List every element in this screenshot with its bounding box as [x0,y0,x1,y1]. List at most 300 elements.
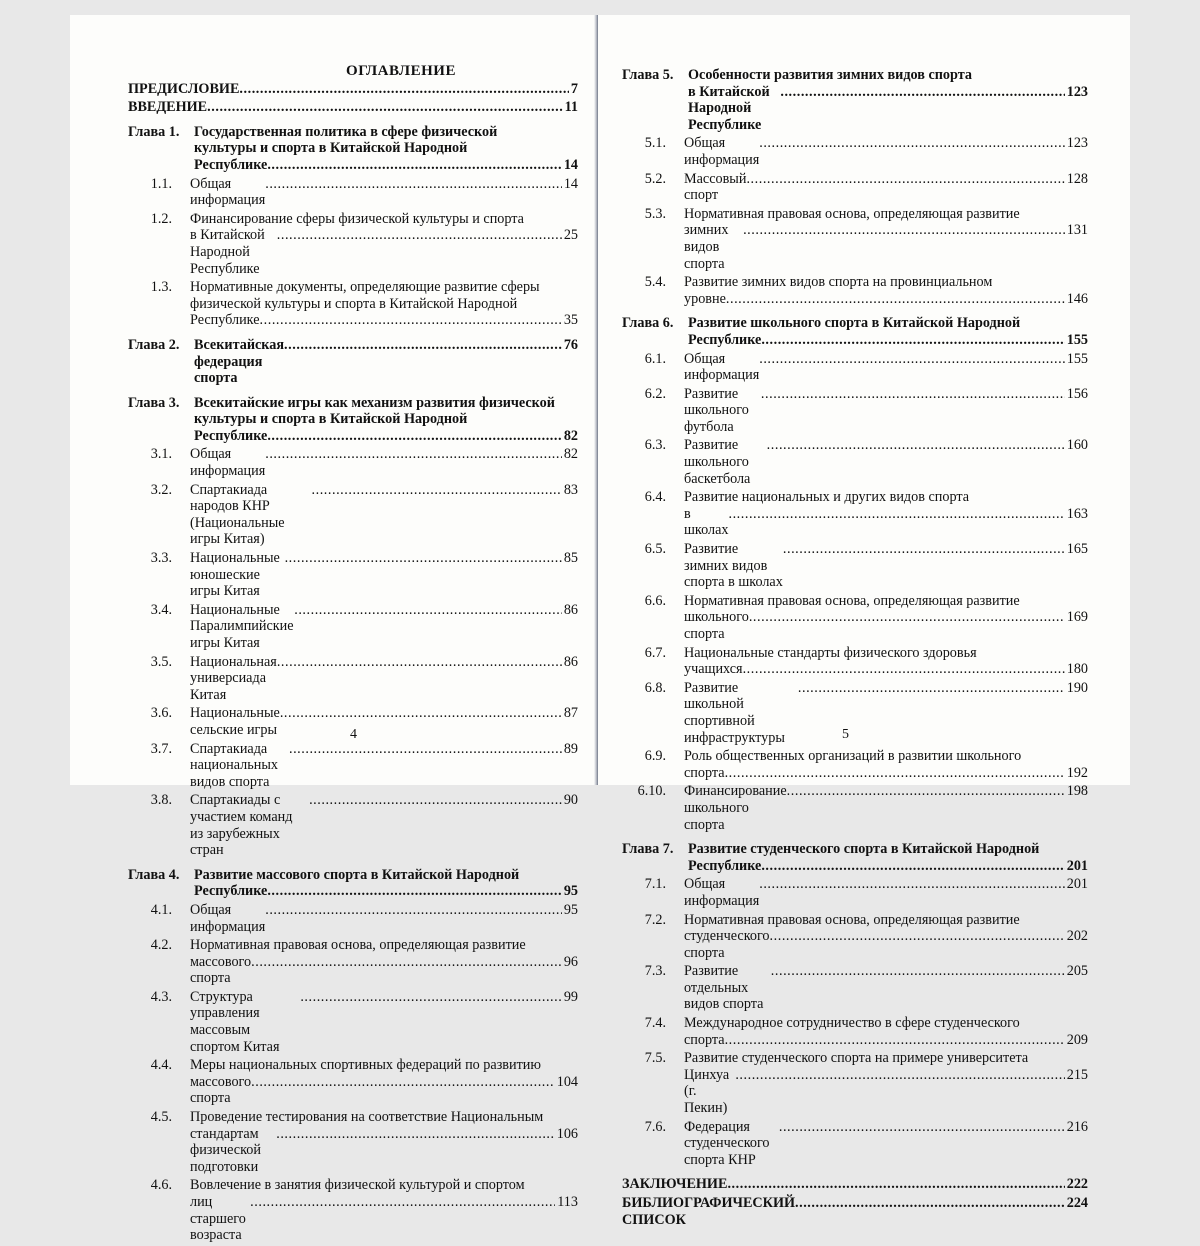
entry-line [684,506,1088,539]
section-entry-number: 4.3. [150,988,172,1005]
section-entry-text [684,1015,1088,1048]
entry-title-text: культуры и спорта в Китайской Народной [194,140,468,157]
entry-title-text: Меры национальных спортивных федераций по развитию [190,1057,541,1074]
entry-line [684,222,1088,272]
section-entry-number: 3.1. [150,446,172,463]
entry-title-text: Спартакиады с участием команд из зарубежных стран [190,792,293,859]
section-entry-text [190,741,578,791]
entry-page-number: 163 [1066,505,1088,522]
section-entry [128,902,578,935]
section-entry-number: 4.5. [150,1109,172,1126]
entry-line [684,541,1088,591]
entry-title-text: Республике [194,883,268,900]
entry-line [190,705,578,738]
dot-leader [746,171,1064,188]
entry-line [194,428,578,445]
section-entry-number: 6.10. [637,783,666,800]
section-entry [622,963,1088,1013]
entry-title-text: Развитие зимних видов спорта на провинциальном [684,274,993,291]
section-entry-text [684,876,1088,909]
section-entry-text [684,1119,1088,1169]
section-entry-text [190,989,578,1055]
chapter-entry-text [194,867,578,900]
section-entry-number: 3.4. [150,601,172,618]
dot-leader [761,858,1064,875]
section-entry-text [684,748,1088,781]
entry-title-text: Развитие зимних видов спорта в школах [684,541,783,591]
section-entry-text [684,645,1088,678]
dot-leader [239,81,568,98]
back-matter-entry [622,1195,1088,1228]
entry-line [128,99,578,116]
dot-leader [284,337,562,354]
section-entry-text [190,446,578,479]
entry-line [190,312,578,329]
dot-leader [795,1195,1065,1212]
section-entry-number: 7.4. [644,1015,666,1032]
section-entry-text [190,602,578,652]
chapter-entry-number: Глава 4. [128,866,180,883]
section-entry [622,541,1088,591]
entry-title-text: Общая информация [190,901,266,935]
dot-leader [779,1119,1065,1136]
dot-leader [787,783,1065,800]
entry-line [688,332,1088,349]
section-entry-text [190,1057,578,1107]
entry-line [684,386,1088,436]
entry-title-text: в Китайской Народной Республике [190,227,265,277]
section-entry-text [190,211,578,277]
entry-page-number: 202 [1066,928,1088,945]
section-entry-text [684,1050,1088,1116]
entry-page-number: 7 [570,80,578,97]
entry-line [190,989,578,1055]
table-of-contents-right [622,67,1088,1230]
entry-page-number: 35 [563,312,578,329]
chapter-entry [128,124,578,174]
section-entry-number: 5.4. [644,274,666,291]
dot-leader [727,1176,1064,1193]
dot-leader [250,1194,555,1211]
entry-page-number: 128 [1066,170,1088,187]
entry-line [190,227,578,277]
dot-leader [735,1067,1064,1084]
section-entry-number: 6.5. [644,541,666,558]
chapter-entry-text [194,395,578,445]
section-entry-text [684,274,1088,307]
entry-page-number: 86 [563,653,578,670]
entry-title-text: Развитие школьной спортивной инфраструктуры [684,679,785,746]
entry-line [684,1015,1088,1032]
section-entry-number: 4.6. [150,1177,172,1194]
section-entry-number: 7.1. [644,876,666,893]
chapter-entry [128,337,578,387]
section-entry-text [684,489,1088,539]
front-matter-entry [128,99,578,116]
entry-line [190,296,578,313]
section-entry-text [684,680,1088,746]
entry-line [684,1119,1088,1169]
entry-line [622,1176,1088,1193]
entry-page-number: 25 [563,227,578,244]
section-entry-number: 4.2. [150,937,172,954]
section-entry [128,550,578,600]
entry-line [684,171,1088,204]
entry-line [684,645,1088,662]
entry-title-text: физической культуры и спорта в Китайской Народной [190,295,518,312]
entry-title-text: Всекитайская федерация спорта [194,336,285,387]
entry-title-text: Республике [688,331,762,348]
entry-line [190,482,578,548]
section-entry [128,937,578,987]
section-entry-text [190,902,578,935]
entry-title-text: Спартакиада национальных видов спорта [190,740,278,790]
section-entry-text [684,437,1088,487]
entry-page-number: 165 [1066,541,1088,558]
section-entry-text [684,783,1088,833]
dot-leader [267,157,561,174]
section-entry-text [190,654,578,704]
dot-leader [265,446,562,463]
page-number-right: 5 [842,727,849,742]
section-entry-text [190,279,578,329]
chapter-entry-number: Глава 2. [128,336,180,353]
section-entry [622,206,1088,272]
entry-title-text: Проведение тестирования на соответствие Национальным [190,1109,544,1126]
section-entry [622,912,1088,962]
entry-line [190,1194,578,1244]
entry-line [684,963,1088,1013]
section-entry [128,1109,578,1175]
entry-page-number: 180 [1066,661,1088,678]
entry-page-number: 96 [563,953,578,970]
section-entry-number: 7.6. [644,1118,666,1135]
section-entry [128,792,578,858]
front-matter-entry-text [128,99,578,116]
entry-line [190,550,578,600]
entry-title-text: студенческого спорта [684,928,770,961]
entry-title-text: ВВЕДЕНИЕ [128,99,208,116]
dot-leader [761,332,1064,349]
entry-title-text: БИБЛИОГРАФИЧЕСКИЙ СПИСОК [622,1195,796,1228]
entry-line [684,748,1088,765]
entry-title-text: зимних видов спорта [684,222,729,272]
dot-leader [759,876,1064,893]
entry-title-text: учащихся [684,661,743,678]
entry-line [684,437,1088,487]
entry-line [684,783,1088,833]
entry-line [190,792,578,858]
section-entry-number: 1.1. [150,175,172,192]
section-entry [622,783,1088,833]
entry-title-text: Общая информация [190,175,266,209]
entry-line [190,1057,578,1074]
dot-leader [798,680,1065,697]
table-of-contents-left [128,63,578,1246]
dot-leader [743,661,1065,678]
entry-line [194,867,578,884]
section-entry-number: 4.1. [150,901,172,918]
dot-leader [725,1032,1065,1049]
dot-leader [759,351,1064,368]
entry-page-number: 146 [1066,290,1088,307]
chapter-entry-number: Глава 6. [622,315,674,332]
entry-title-text: Структура управления массовым спортом Китая [190,988,280,1055]
entry-title-text: в школах [684,505,729,539]
chapter-entry-text [688,315,1088,348]
chapter-entry-text [688,841,1088,874]
section-entry [128,176,578,209]
entry-line [684,661,1088,678]
chapter-entry-number: Глава 7. [622,841,674,858]
entry-line [684,912,1088,929]
entry-title-text: Развитие школьного футбола [684,385,749,435]
entry-line [194,337,578,387]
entry-page-number: 155 [1066,350,1088,367]
entry-page-number: 169 [1066,609,1088,626]
entry-line [190,602,578,652]
chapter-entry-text [194,337,578,387]
entry-page-number: 160 [1066,437,1088,454]
section-entry [622,1050,1088,1116]
section-entry-text [190,550,578,600]
entry-line [190,211,578,228]
entry-line [684,1067,1088,1117]
entry-line [684,206,1088,223]
section-entry [128,602,578,652]
entry-line [190,1126,578,1176]
entry-line [190,902,578,935]
entry-line [128,81,578,98]
entry-line [194,140,578,157]
entry-page-number: 205 [1066,963,1088,980]
dot-leader [767,437,1065,454]
section-entry-number: 6.4. [644,489,666,506]
dot-leader [726,291,1065,308]
entry-page-number: 11 [564,99,578,116]
entry-title-text: Спартакиада народов КНР (Национальные игры Китая) [190,481,285,548]
toc-title: ОГЛАВЛЕНИЕ [346,63,456,79]
entry-line [622,1195,1088,1228]
entry-title-text: школьного спорта [684,609,749,642]
section-entry [128,654,578,704]
back-matter-entry-text [622,1176,1088,1193]
section-entry [128,446,578,479]
section-entry-number: 3.3. [150,550,172,567]
dot-leader [285,550,562,567]
front-matter-entry-text [128,81,578,98]
section-entry [622,645,1088,678]
entry-title-text: Нормативная правовая основа, определяющая развитие [190,937,526,954]
section-entry [622,748,1088,781]
chapter-entry-number: Глава 3. [128,394,180,411]
entry-title-text: Национальные юношеские игры Китая [190,550,280,600]
dot-leader [276,1126,555,1143]
chapter-entry-text [194,124,578,174]
dot-leader [277,227,562,244]
entry-title-text: Развитие школьного баскетбола [684,437,751,487]
dot-leader [728,506,1064,523]
dot-leader [207,99,562,116]
dot-leader [267,428,561,445]
section-entry [622,680,1088,746]
entry-title-text: Общая информация [684,876,760,909]
entry-page-number: 198 [1066,783,1088,800]
section-entry-number: 6.2. [644,385,666,402]
entry-title-text: Массовый спорт [684,170,747,204]
entry-title-text: массового спорта [190,953,252,987]
entry-title-text: спорта [684,764,725,781]
section-entry [128,741,578,791]
entry-title-text: Развитие школьного спорта в Китайской Народной [688,315,1021,332]
section-entry-number: 3.8. [150,792,172,809]
dot-leader [265,902,562,919]
entry-title-text: спорта [684,1031,725,1048]
entry-title-text: культуры и спорта в Китайской Народной [194,411,468,428]
entry-line [688,67,1088,84]
chapter-entry [622,67,1088,133]
section-entry-text [190,705,578,738]
entry-line [194,883,578,900]
section-entry-number: 7.2. [644,911,666,928]
entry-title-text: Нормативная правовая основа, определяющая развитие [684,205,1020,222]
dot-leader [761,386,1065,403]
chapter-entry [622,841,1088,874]
entry-page-number: 76 [563,336,578,353]
dot-leader [780,84,1064,101]
entry-title-text: лиц старшего возраста [190,1194,246,1244]
entry-page-number: 82 [563,446,578,463]
right-page [598,15,1130,1228]
entry-line [684,593,1088,610]
entry-title-text: Развитие студенческого спорта на примере университета [684,1050,1029,1067]
entry-title-text: Международное сотрудничество в сфере студенческого [684,1015,1020,1032]
entry-title-text: Всекитайские игры как механизм развития физической [194,394,555,411]
dot-leader [749,609,1065,626]
entry-title-text: Национальная универсиада Китая [190,653,277,703]
dot-leader [260,312,562,329]
dot-leader [267,883,561,900]
entry-page-number: 83 [563,481,578,498]
dot-leader [280,705,562,722]
entry-title-text: ПРЕДИСЛОВИЕ [128,80,240,97]
dot-leader [759,135,1064,152]
entry-title-text: Общая информация [684,135,760,168]
entry-title-text: уровне [684,290,726,307]
section-entry [622,876,1088,909]
entry-line [684,680,1088,746]
section-entry [128,211,578,277]
entry-page-number: 87 [563,705,578,722]
entry-line [190,954,578,987]
section-entry-text [684,171,1088,204]
section-entry [622,171,1088,204]
entry-line [688,84,1088,134]
entry-page-number: 123 [1066,83,1088,100]
section-entry-number: 6.3. [644,437,666,454]
entry-line [190,937,578,954]
entry-page-number: 104 [556,1073,578,1090]
entry-line [194,124,578,141]
entry-page-number: 156 [1066,385,1088,402]
entry-page-number: 95 [563,901,578,918]
chapter-entry-number: Глава 5. [622,67,674,83]
section-entry-text [190,176,578,209]
entry-title-text: Цинхуа (г. Пекин) [684,1066,730,1117]
section-entry-text [684,541,1088,591]
entry-page-number: 89 [563,740,578,757]
section-entry [622,489,1088,539]
entry-page-number: 123 [1066,135,1088,152]
entry-line [190,1074,578,1107]
entry-line [684,135,1088,168]
section-entry-text [684,206,1088,272]
entry-page-number: 82 [563,427,578,444]
section-entry [622,593,1088,643]
entry-line [190,176,578,209]
section-entry-number: 7.3. [644,963,666,980]
dot-leader [312,482,562,499]
entry-page-number: 192 [1066,764,1088,781]
dot-leader [771,963,1065,980]
dot-leader [743,222,1065,239]
entry-line [194,411,578,428]
section-entry [622,437,1088,487]
entry-page-number: 14 [563,156,578,173]
entry-line [194,157,578,174]
entry-title-text: Нормативная правовая основа, определяющая развитие [684,592,1020,609]
entry-title-text: Нормативные документы, определяющие развитие сферы [190,279,540,296]
entry-line [684,489,1088,506]
section-entry-text [684,351,1088,384]
entry-line [684,928,1088,961]
entry-page-number: 85 [563,550,578,567]
section-entry-number: 6.7. [644,644,666,661]
back-matter-entry [622,1176,1088,1193]
section-entry [622,274,1088,307]
section-entry-number: 6.9. [644,748,666,765]
entry-line [684,291,1088,308]
section-entry-number: 3.2. [150,481,172,498]
dot-leader [251,1074,555,1091]
entry-page-number: 215 [1066,1066,1088,1083]
entry-page-number: 95 [563,883,578,900]
entry-line [684,351,1088,384]
entry-title-text: Национальные Паралимпийские игры Китая [190,601,294,651]
chapter-entry [622,315,1088,348]
section-entry-text [190,937,578,987]
dot-leader [265,176,562,193]
section-entry-number: 3.5. [150,653,172,670]
entry-page-number: 216 [1066,1118,1088,1135]
entry-title-text: Развитие массового спорта в Китайской Народной [194,866,520,883]
page-number-left: 4 [350,727,357,742]
entry-line [190,446,578,479]
section-entry [622,1119,1088,1169]
entry-title-text: Республике [194,427,268,444]
entry-title-text: в Китайской Народной Республике [688,83,770,133]
entry-page-number: 14 [563,175,578,192]
dot-leader [783,541,1065,558]
entry-line [684,1050,1088,1067]
dot-leader [294,602,562,619]
entry-line [190,279,578,296]
dot-leader [309,792,562,809]
entry-line [684,609,1088,642]
chapter-entry [128,867,578,900]
section-entry [128,1057,578,1107]
section-entry-text [684,963,1088,1013]
